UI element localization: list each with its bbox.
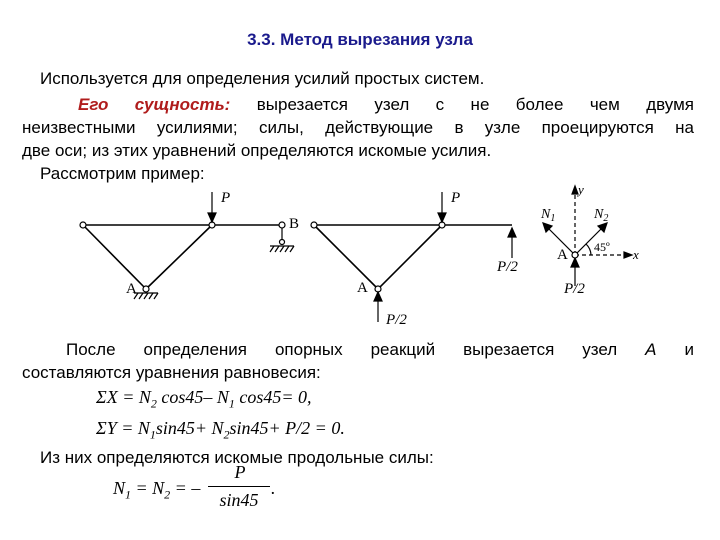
label-reaction-A: P/2 bbox=[386, 312, 407, 328]
truss-diagram bbox=[0, 180, 720, 340]
result-numerator: P bbox=[234, 462, 246, 482]
hinge-A-left bbox=[143, 286, 149, 292]
label-reaction-B: P/2 bbox=[497, 259, 518, 275]
result-formula-lhs: $N_1 = N_2$ = – bbox=[113, 478, 201, 502]
left-truss-diagonal-2 bbox=[146, 225, 212, 289]
hinge-B bbox=[279, 222, 285, 228]
after-line-2: составляются уравнения равновесия: bbox=[22, 363, 321, 382]
after-line-1: После определения опорных реакций вырезается узел A и bbox=[66, 340, 694, 359]
node-A-hinge bbox=[572, 252, 578, 258]
label-A-middle: A bbox=[357, 280, 368, 296]
load-P-middle-arrow bbox=[438, 192, 446, 222]
label-A-node: A bbox=[557, 247, 568, 263]
label-A-left: A bbox=[126, 281, 137, 297]
result-denominator: sin45 bbox=[219, 490, 259, 510]
left-truss-hinges bbox=[80, 222, 285, 292]
fraction-bar bbox=[208, 486, 270, 487]
node-A-forces bbox=[543, 186, 632, 286]
equation-sum-x: $\Sigma X = N_2$ cos45– $N_1$ cos45= 0, bbox=[96, 387, 312, 411]
intro-line-1: Используется для определения усилий простых систем. bbox=[40, 69, 485, 88]
intro-line-2 bbox=[22, 93, 694, 116]
middle-truss bbox=[314, 225, 512, 289]
node-name: A bbox=[645, 340, 657, 359]
label-x-axis: x bbox=[633, 247, 639, 262]
left-truss-diagonal-1 bbox=[83, 225, 146, 289]
angle-arc bbox=[586, 244, 591, 255]
intro-line-5: Рассмотрим пример: bbox=[40, 164, 205, 183]
label-node-reaction: P/2 bbox=[564, 281, 585, 297]
essence-label: Его сущность: bbox=[78, 95, 231, 114]
label-angle-45: 45º bbox=[594, 240, 610, 254]
label-P-middle: P bbox=[451, 190, 461, 206]
support-A-left bbox=[134, 293, 158, 299]
label-N1: $N_1$ bbox=[541, 207, 556, 224]
load-P-left-arrow bbox=[208, 192, 216, 222]
label-y-axis: y bbox=[578, 182, 584, 197]
hinge-left-end bbox=[80, 222, 86, 228]
label-B: B bbox=[289, 216, 300, 232]
reaction-A-arrow bbox=[374, 292, 382, 322]
reaction-B-arrow bbox=[508, 228, 516, 258]
intro-line-4: две оси; из этих уравнений определяются искомые усилия. bbox=[22, 141, 492, 160]
label-P-left: P bbox=[221, 190, 231, 206]
intro-line-3: неизвестными усилиями; силы, действующие в узле проецируются на bbox=[22, 118, 694, 137]
middle-truss-hinges bbox=[311, 222, 445, 292]
left-truss bbox=[83, 225, 282, 289]
page-title: 3.3. Метод вырезания узла bbox=[247, 30, 473, 49]
intro-line-2-rest: вырезается узел с не более чем двумя bbox=[256, 95, 694, 114]
equation-sum-y: $\Sigma Y = N_1\sin 45+ N_2\sin 45+ P/2 = 0$. bbox=[96, 418, 345, 442]
conclusion-text: Из них определяются искомые продольные силы: bbox=[40, 448, 434, 467]
result-period: . bbox=[271, 478, 276, 498]
label-N2: $N_2$ bbox=[594, 207, 609, 224]
